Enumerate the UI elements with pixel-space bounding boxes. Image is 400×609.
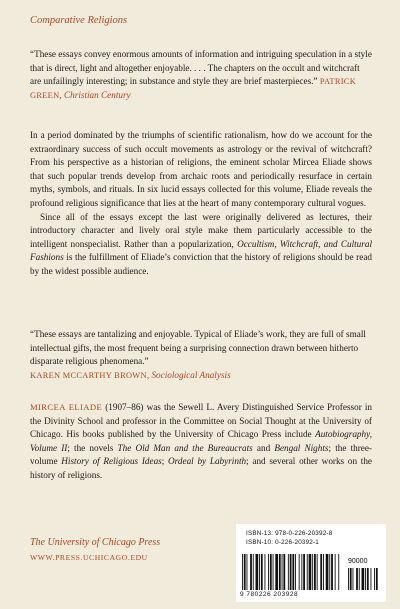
quote-text: “These essays convey enormous amounts of information and intriguing speculation in a style that is direct, light and altogether enjoyable. . . . The chapters on the occult and witchcraft are unfailingly interesting; in substance and style they are brief masterpieces.” [30,49,372,87]
description-paragraph-2: Since all of the essays except the last were originally delivered as lectures, their introductory character and lively oral style make them particularly accessible to the intelligent nonspecialist. Rather than a popularization, Occultism, Witchcraft, and Cultural Fashions is the fulfillment of Eliade’s conviction that the history of religions should be read by the widest possible audience. [30,211,372,276]
reviewer-name: PATRICK GREEN [30,77,357,100]
book-description [30,129,372,279]
review-quote-2 [30,328,372,382]
author-bio: MIRCEA ELIADE (1907–86) was the Sewell L. Avery Distinguished Service Professor in the Divinity School and professor in the Committee on Social Thought at the University of Chicago. His books published by the University of Chicago Press include Autobiography, Volume II; the novels The Old Man and the Bureaucrats and Bengal Nights; the three-volume History of Religious Ideas; Ordeal by Labyrinth; and several other works on the history of religions. [30,402,372,480]
isbn-13: ISBN-13: 978-0-226-20392-8 [246,530,333,537]
barcode-bars [242,554,342,590]
review-quote-1 [30,48,372,102]
author-name: MIRCEA ELIADE [30,402,103,412]
review-publication: Christian Century [64,89,131,100]
category-label: Comparative Religions [30,15,128,26]
price-barcode [348,568,380,590]
quote-attribution: PATRICK GREEN, Christian Century [30,77,357,100]
barcode-panel [236,524,386,602]
quote-text: “These essays are tantalizing and enjoyable. Typical of Eliade’s work, they are full of small intellectual gifts, the most frequent being a surprising connection drawn between hitherto disparate religious phenomena.” [30,329,366,367]
isbn-10: ISBN-10: 0-226-20392-1 [246,539,320,546]
publisher-url[interactable]: WWW.PRESS.UCHICAGO.EDU [30,553,148,562]
book-title: Occultism, Witchcraft, and Cultural Fashions [30,238,372,263]
review-publication: Sociological Analysis [151,369,231,380]
price-code: 90000 [348,558,368,565]
description-paragraph-1: In a period dominated by the triumphs of scientific rationalism, how do we account for the extraordinary success of such occult movements as astrology or the revival of witchcraft? From his perspective as a historian of religions, the eminent scholar Mircea Eliade shows that such popular trends develop from archaic roots and periodically resurface in certain myths, symbols, and rituals. In six lucid essays collected for this volume, Eliade reveals the profound religious significance that lies at the heart of many contemporary cultural vogues. [30,130,372,208]
barcode-digits: 9 780226 203928 [240,591,299,598]
reviewer-name: KAREN MCCARTHY BROWN [30,370,147,380]
quote-attribution: KAREN MCCARTHY BROWN, Sociological Analysis [30,369,231,380]
publisher-name: The University of Chicago Press [30,537,161,548]
